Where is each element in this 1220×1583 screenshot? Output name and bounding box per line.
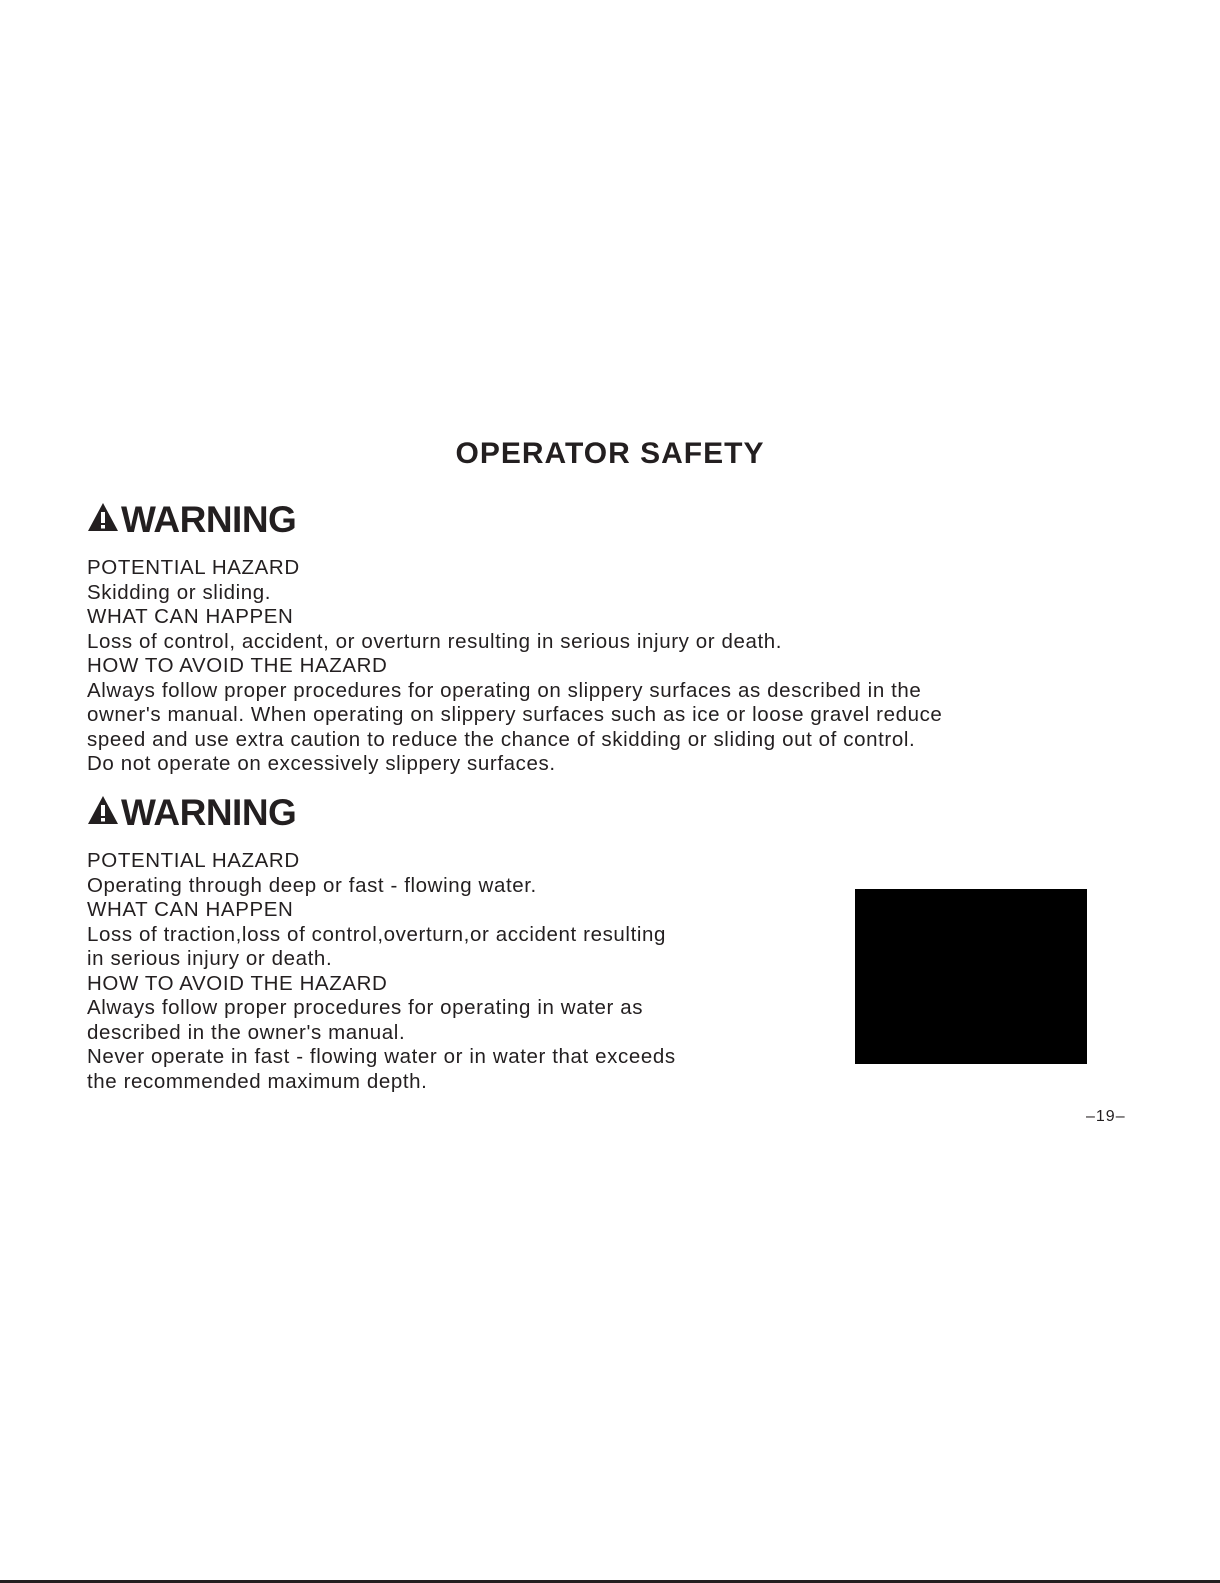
how-to-avoid-text: speed and use extra caution to reduce the chance of skidding or sliding out of control. (87, 727, 916, 751)
warning-heading-1 (87, 500, 296, 540)
warning-triangle-icon (87, 793, 121, 833)
how-to-avoid-text: Do not operate on excessively slippery surfaces. (87, 752, 556, 775)
how-to-avoid-text: the recommended maximum depth. (87, 1069, 428, 1093)
how-to-avoid-text: described in the owner's manual. (87, 1020, 406, 1044)
hazard-label: POTENTIAL HAZARD (87, 556, 300, 579)
what-can-happen-label: WHAT CAN HAPPEN (87, 898, 294, 921)
warning-body-2 (87, 849, 676, 1094)
warning-heading-2 (87, 793, 296, 833)
page-title: OPERATOR SAFETY (455, 437, 765, 470)
what-can-happen-text: Loss of traction,loss of control,overturn,or accident resulting (87, 922, 667, 946)
page-number: –19– (1086, 1108, 1126, 1125)
how-to-avoid-text: owner's manual. When operating on slippery surfaces such as ice or loose gravel reduce (87, 703, 943, 726)
how-to-avoid-text: Never operate in fast - flowing water or in water that exceeds (87, 1045, 676, 1068)
how-to-avoid-label: HOW TO AVOID THE HAZARD (87, 971, 388, 995)
hazard-label: POTENTIAL HAZARD (87, 849, 300, 872)
warning-body-1 (87, 556, 942, 777)
illustration-placeholder (855, 889, 1087, 1064)
what-can-happen-text: Loss of control, accident, or overturn resulting in serious injury or death. (87, 629, 783, 653)
what-can-happen-text: in serious injury or death. (87, 947, 333, 970)
warning-triangle-icon (87, 500, 121, 540)
hazard-text: Operating through deep or fast - flowing water. (87, 873, 537, 897)
how-to-avoid-text: Always follow proper procedures for operating on slippery surfaces as described in the (87, 678, 922, 702)
warning-heading-text: WARNING (121, 792, 297, 833)
hazard-text: Skidding or sliding. (87, 580, 272, 604)
how-to-avoid-label: HOW TO AVOID THE HAZARD (87, 654, 388, 677)
warning-heading-text: WARNING (121, 499, 297, 540)
how-to-avoid-text: Always follow proper procedures for operating in water as (87, 996, 644, 1019)
what-can-happen-label: WHAT CAN HAPPEN (87, 605, 294, 628)
